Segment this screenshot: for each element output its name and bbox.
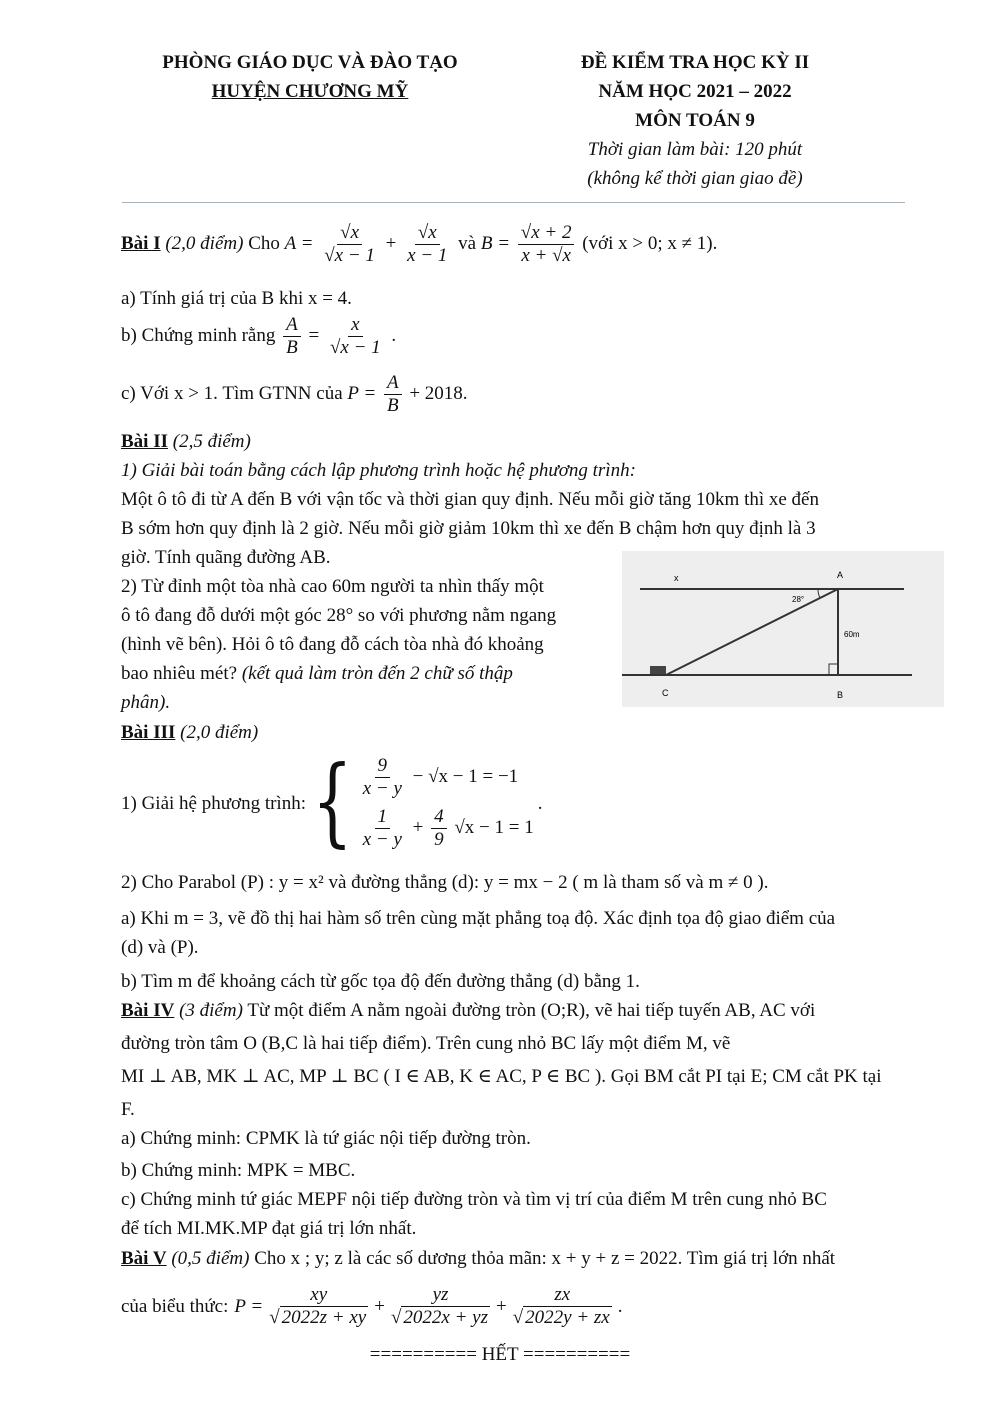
header-left [110,48,510,106]
bai2-p2-rounding: (kết quả làm tròn đến 2 chữ số thập [241,663,513,684]
bai3-p2a-line1: a) Khi m = 3, vẽ đồ thị hai hàm số trên cùng mặt phẳng toạ độ. Xác định tọa độ giao điểm của [121,908,836,929]
time-note: (không kể thời gian giao đề) [587,168,803,189]
bai1-statement [121,222,943,267]
label-C: C [662,688,669,698]
bai2-p1-line3: giờ. Tính quãng đường AB. [121,547,331,568]
bai4-points: (3 điểm) [179,1000,243,1021]
bai1-c-text: c) Với x > 1. Tìm GTNN của [121,382,343,404]
bai4-b: b) Chứng minh: MPK = MBC. [121,1160,356,1181]
bai3-label: Bài III [121,722,176,743]
bai2-p1-heading: 1) Giải bài toán bằng cách lập phương trình hoặc hệ phương trình: [121,460,636,481]
header-right [530,48,860,193]
bai5-expression [121,1276,943,1336]
label-x: x [674,573,679,583]
bai2-p2-line1: 2) Từ đỉnh một tòa nhà cao 60m người ta nhìn thấy một [121,576,544,597]
bai5-points: (0,5 điểm) [171,1248,250,1269]
header-divider [122,202,905,203]
figure-background [622,551,944,707]
department-name: PHÒNG GIÁO DỤC VÀ ĐÀO TẠO [162,52,458,73]
end-marker: ========== HẾT ========== [369,1344,631,1365]
bai1-intro: Cho [248,232,280,254]
bai5-dot: . [617,1295,623,1317]
label-B: B [837,690,844,700]
bai5-l2-text: của biểu thức: [121,1295,229,1317]
subject: MÔN TOÁN 9 [635,110,755,131]
bai2-label: Bài II [121,431,168,452]
bai2-p2-line4 [121,659,611,688]
bai5-line1 [121,1244,943,1273]
bai2-p1-line1: Một ô tô đi từ A đến B với vận tốc và thời gian quy định. Nếu mỗi giờ tăng 10km thì xe đến [121,489,819,510]
bai3-p2: 2) Cho Parabol (P) : y = x² và đường thẳng (d): y = mx − 2 ( m là tham số và m ≠ 0 ). [121,872,769,893]
bai4-c-line1: c) Chứng minh tứ giác MEPF nội tiếp đường tròn và tìm vị trí của điểm M trên cung nhỏ BC [121,1189,827,1210]
bai1-A-frac2: $\frac{√x}{x - 1}$ [407,222,448,266]
bai1-condition: (với x > 0; x ≠ 1). [582,232,718,254]
bai1-b-dot: . [391,324,397,346]
bai3-p2a-line2: (d) và (P). [121,937,199,958]
bai2-p2-line2: ô tô đang đỗ dưới một góc 28° so với phương nằm ngang [121,605,557,626]
bai1-c-post: + 2018. [409,382,468,404]
label-height: 60m [844,630,860,639]
bai2-p1-line2: B sớm hơn quy định là 2 giờ. Nếu mỗi giờ giảm 10km thì xe đến B chậm hơn quy định là 3 [121,518,816,539]
bai4-line2: đường tròn tâm O (B,C là hai tiếp điểm). Trên cung nhỏ BC lấy một điểm M, vẽ [121,1033,731,1054]
car-shape [650,666,666,674]
bai5-plus1: + [374,1295,385,1317]
bai4-line4: F. [121,1099,135,1120]
bai4-line1 [121,996,943,1025]
bai5-P: P = [234,1295,264,1317]
bai1-points: (2,0 điểm) [165,232,244,254]
bai1-b-frac1: $\frac{A}{B}$ [283,314,301,359]
bai1-a: a) Tính giá trị của B khi x = 4. [121,288,352,309]
bai5-frac3: $\frac{zx}{√ 2022y + zx}$ [512,1283,610,1328]
bai4-l1-text: Từ một điểm A nằm ngoài đường tròn (O;R), vẽ hai tiếp tuyến AB, AC với [247,1000,816,1021]
bai3-heading [121,718,943,747]
bai2-heading [121,427,943,456]
exam-title: ĐỀ KIỂM TRA HỌC KỲ II [580,52,810,73]
bai1-b-frac2: $\frac{x}{√x - 1}$ [329,314,381,358]
equation-system [311,747,543,859]
bai1-A-frac1: $\frac{√x}{√x - 1}$ [324,222,375,266]
bai5-frac1: $\frac{xy}{√ 2022z + xy}$ [269,1283,367,1328]
bai1-A-lhs: A = [284,232,314,254]
bai1-B-frac: $\frac{√x + 2}{x + √x}$ [518,222,575,267]
bai1-b-text: b) Chứng minh rằng [121,324,276,346]
bai1-plus: + [385,232,397,254]
district-name: HUYỆN CHƯƠNG MỸ [211,81,409,102]
building-car-figure [622,551,944,707]
bai3-points: (2,0 điểm) [180,722,259,743]
bai5-label: Bài V [121,1248,167,1269]
system-brace: { [311,747,353,859]
bai5-frac2: $\frac{yz}{√ 2022x + yz}$ [390,1283,488,1328]
label-A: A [837,570,844,580]
system-eq2: $\frac{1}{x - y}$ + $\frac{4}{9}$ √x − 1 = 1 [362,806,534,850]
system-eq1: $\frac{9}{x - y}$ − √x − 1 = −1 [362,755,519,799]
time-limit: Thời gian làm bài: 120 phút [587,139,803,160]
bai2-p2-line3: (hình vẽ bên). Hỏi ô tô đang đỗ cách tòa nhà đó khoảng [121,634,544,655]
bai5-l1-text: Cho x ; y; z là các số dương thỏa mãn: x + y + z = 2022. Tìm giá trị lớn nhất [254,1248,836,1269]
bai3-p1-text: 1) Giải hệ phương trình: [121,792,306,814]
bai1-b [121,314,943,359]
school-year: NĂM HỌC 2021 – 2022 [598,81,792,102]
bai4-c-line2: để tích MI.MK.MP đạt giá trị lớn nhất. [121,1218,417,1239]
system-dot: . [537,792,543,814]
bai2-p2-question: bao nhiêu mét? [121,663,238,684]
bai2-points: (2,5 điểm) [172,431,251,452]
bai1-c [121,372,943,417]
bai4-label: Bài IV [121,1000,175,1021]
bai2-p2-line5: phân). [121,692,171,713]
bai4-a: a) Chứng minh: CPMK là tứ giác nội tiếp đường tròn. [121,1128,531,1149]
bai4-line3: MI ⊥ AB, MK ⊥ AC, MP ⊥ BC ( I ∈ AB, K ∈ AC, P ∈ BC ). Gọi BM cắt PI tại E; CM cắt PK tại [121,1066,882,1087]
bai5-plus2: + [496,1295,507,1317]
bai3-p1 [121,748,943,858]
bai1-b-eq: = [308,324,320,346]
bai1-B-lhs: B = [480,232,511,254]
bai3-p2b: b) Tìm m để khoảng cách từ gốc tọa độ đến đường thẳng (d) bằng 1. [121,971,640,992]
label-angle: 28° [792,595,805,604]
bai1-and: và [458,232,477,254]
bai1-c-frac: $\frac{A}{B}$ [384,372,402,417]
bai1-c-P: P = [347,382,377,404]
bai1-label: Bài I [121,232,161,254]
